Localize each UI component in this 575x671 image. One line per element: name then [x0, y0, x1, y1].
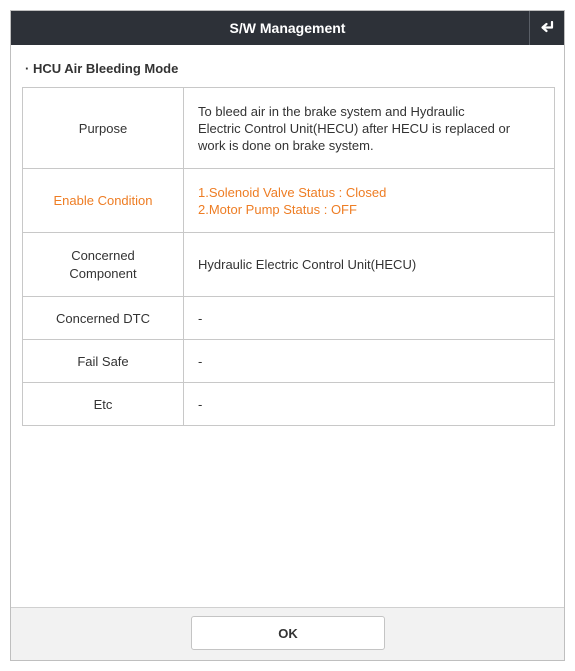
sw-management-dialog — [10, 10, 565, 661]
row-value-concerned-component — [184, 233, 555, 297]
row-value-etc: - — [184, 383, 555, 426]
row-value-line: 2.Motor Pump Status : OFF — [198, 201, 357, 217]
table-row-enable-condition — [23, 169, 555, 233]
row-value-purpose — [184, 88, 555, 169]
table-row-fail-safe — [23, 340, 555, 383]
row-value-fail-safe: - — [184, 340, 555, 383]
row-value-enable-condition — [184, 169, 555, 233]
row-value-line: 1.Solenoid Valve Status : Closed — [198, 184, 387, 200]
row-label-etc: Etc — [23, 383, 184, 426]
row-label-concerned-dtc: Concerned DTC — [23, 297, 184, 340]
info-table — [22, 87, 555, 426]
section-title: · HCU Air Bleeding Mode — [25, 61, 179, 76]
row-label-line: Component — [69, 265, 137, 281]
ok-button[interactable]: OK — [191, 616, 385, 650]
return-arrow-icon — [539, 21, 555, 35]
row-value-concerned-dtc: - — [184, 297, 555, 340]
row-label-fail-safe: Fail Safe — [23, 340, 184, 383]
row-label-purpose: Purpose — [23, 88, 184, 169]
dialog-title: S/W Management — [229, 20, 346, 36]
row-value-line: work is done on brake system. — [198, 137, 374, 153]
table-row-purpose — [23, 88, 555, 169]
title-bar — [11, 11, 564, 45]
row-value-line: Hydraulic Electric Control Unit(HECU) — [198, 257, 417, 272]
row-label-enable-condition: Enable Condition — [23, 169, 184, 233]
dialog-footer — [11, 607, 564, 660]
row-label-line: Concerned — [71, 247, 135, 263]
back-button[interactable] — [529, 11, 564, 45]
table-row-concerned-component — [23, 233, 555, 297]
table-row-concerned-dtc — [23, 297, 555, 340]
row-label-concerned-component — [23, 233, 184, 297]
row-value-line: Electric Control Unit(HECU) after HECU is replaced or — [198, 120, 511, 136]
row-value-line: To bleed air in the brake system and Hydraulic — [198, 103, 465, 119]
table-row-etc — [23, 383, 555, 426]
